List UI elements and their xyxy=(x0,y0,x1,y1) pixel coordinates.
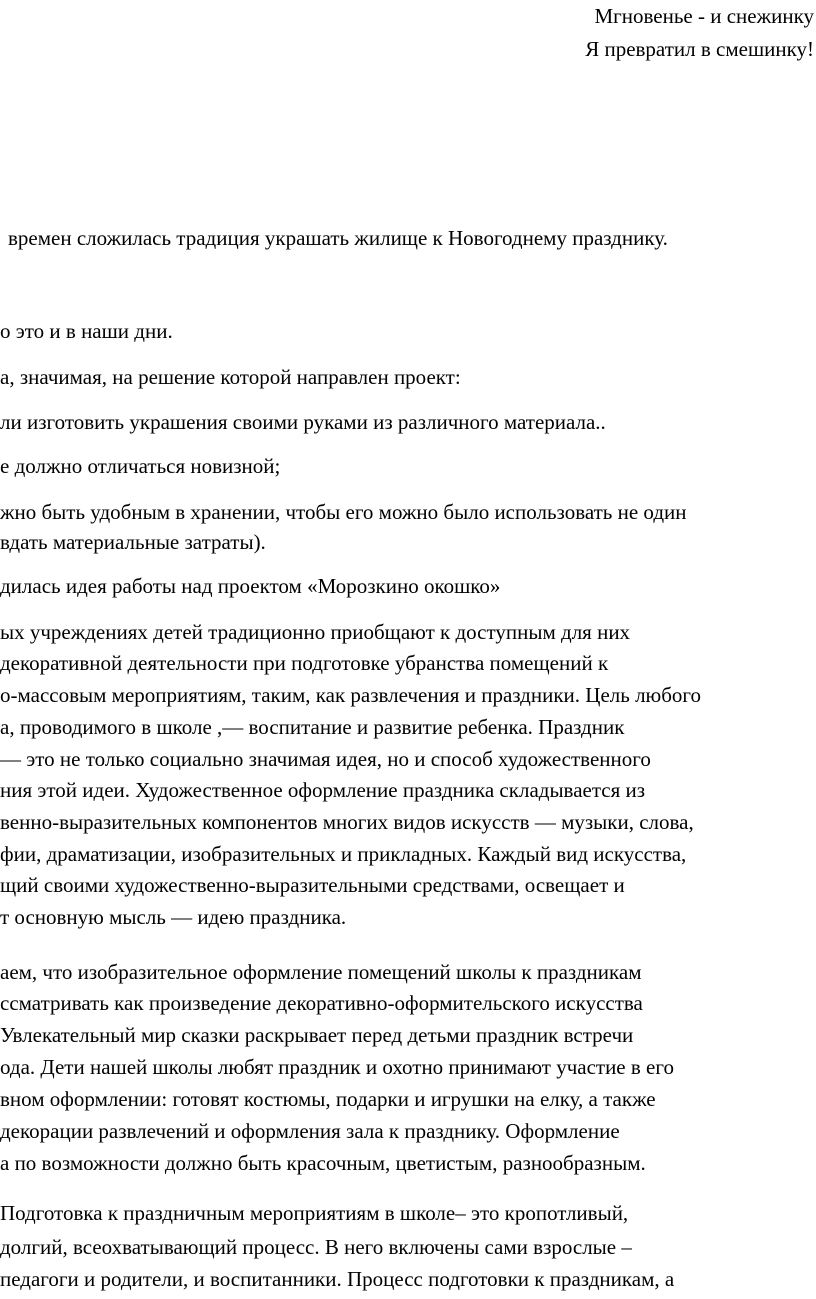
body-line: ода. Дети нашей школы любят праздник и охотно принимают участие в его xyxy=(0,1055,674,1079)
body-line: декоративной деятельности при подготовке убранства помещений к xyxy=(0,651,609,675)
body-line: долгий, всеохватывающий процесс. В него включены сами взрослые – xyxy=(0,1235,632,1259)
body-line: щий своими художественно-выразительными средствами, освещает и xyxy=(0,873,625,897)
epigraph-line-2: Я превратил в смешинку! xyxy=(585,37,814,61)
body-line: а по возможности должно быть красочным, цветистым, разнообразным. xyxy=(0,1151,646,1175)
body-line: о это и в наши дни. xyxy=(0,319,173,343)
body-line: вдать материальные затраты). xyxy=(0,530,266,554)
body-line: а, значимая, на решение которой направлен проект: xyxy=(0,365,461,389)
body-line: — это не только социально значимая идея, но и способ художественного xyxy=(0,747,651,771)
body-line: жно быть удобным в хранении, чтобы его можно было использовать не один xyxy=(0,500,687,524)
body-line: т основную мысль — идею праздника. xyxy=(0,905,347,929)
body-line: ссматривать как произведение декоративно-оформительского искусства xyxy=(0,991,643,1015)
body-line: вном оформлении: готовят костюмы, подарки и игрушки на елку, а также xyxy=(0,1087,656,1111)
body-line: о-массовым мероприятиям, таким, как развлечения и праздники. Цель любого xyxy=(0,683,702,707)
body-line: Увлекательный мир сказки раскрывает перед детьми праздник встречи xyxy=(0,1023,634,1047)
body-line: педагоги и родители, и воспитанники. Процесс подготовки к праздникам, а xyxy=(0,1267,675,1291)
body-line: ния этой идеи. Художественное оформление праздника складывается из xyxy=(0,778,646,802)
body-line: дилась идея работы над проектом «Морозкино окошко» xyxy=(0,574,501,598)
body-line: ли изготовить украшения своими руками из различного материала.. xyxy=(0,410,606,434)
body-line: Подготовка к праздничным мероприятиям в школе– это кропотливый, xyxy=(0,1201,629,1225)
body-line: е должно отличаться новизной; xyxy=(0,454,281,478)
body-line: времен сложилась традиция украшать жилище к Новогоднему празднику. xyxy=(8,226,668,250)
body-line: аем, что изобразительное оформление помещений школы к праздникам xyxy=(0,960,642,984)
body-line: а, проводимого в школе ,— воспитание и развитие ребенка. Праздник xyxy=(0,715,625,739)
body-line: венно-выразительных компонентов многих видов искусств — музыки, слова, xyxy=(0,810,694,834)
body-line: декорации развлечений и оформления зала к празднику. Оформление xyxy=(0,1119,620,1143)
body-line: ых учреждениях детей традиционно приобщают к доступным для них xyxy=(0,620,631,644)
epigraph-line-1: Мгновенье - и снежинку xyxy=(594,4,814,28)
body-line: фии, драматизации, изобразительных и прикладных. Каждый вид искусства, xyxy=(0,842,687,866)
